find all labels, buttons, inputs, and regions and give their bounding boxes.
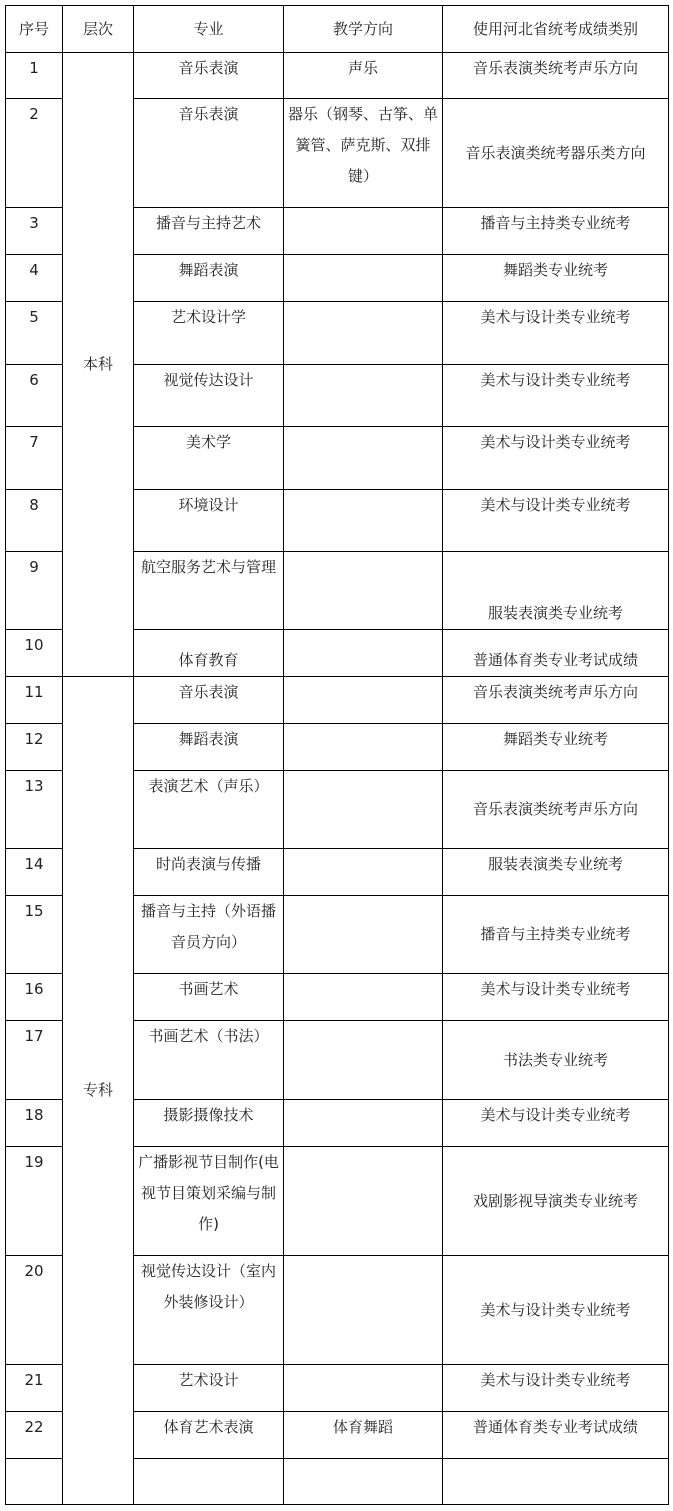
row-direction: [284, 1147, 443, 1256]
row-major: 视觉传达设计（室内外装修设计）: [134, 1256, 284, 1365]
header-major: 专业: [134, 6, 284, 53]
row-category: 美术与设计类专业统考: [443, 427, 669, 490]
header-level: 层次: [63, 6, 134, 53]
row-no: 15: [6, 896, 63, 974]
row-category: 播音与主持类专业统考: [443, 896, 669, 974]
row-no: 7: [6, 427, 63, 490]
row-direction: [284, 630, 443, 677]
row-direction: [284, 302, 443, 365]
row-category: 美术与设计类专业统考: [443, 1100, 669, 1147]
row-direction: [284, 552, 443, 630]
row-direction: 体育舞蹈: [284, 1412, 443, 1459]
row-category: 播音与主持类专业统考: [443, 208, 669, 255]
level-junior: 专科: [63, 677, 134, 1505]
header-no: 序号: [6, 6, 63, 53]
row-direction: [284, 849, 443, 896]
row-category: 音乐表演类统考声乐方向: [443, 53, 669, 99]
row-no: 5: [6, 302, 63, 365]
row-category: 服装表演类专业统考: [443, 552, 669, 630]
row-category: 美术与设计类专业统考: [443, 974, 669, 1021]
row-no: 13: [6, 771, 63, 849]
row-direction: [284, 427, 443, 490]
row-direction: [284, 1021, 443, 1100]
row-no: 18: [6, 1100, 63, 1147]
row-no: 16: [6, 974, 63, 1021]
row-major: 舞蹈表演: [134, 255, 284, 302]
row-no: 4: [6, 255, 63, 302]
row-no: 21: [6, 1365, 63, 1412]
row-category: 美术与设计类专业统考: [443, 365, 669, 427]
row-category: 普通体育类专业考试成绩: [443, 1412, 669, 1459]
row-no: 20: [6, 1256, 63, 1365]
row-major: 播音与主持艺术: [134, 208, 284, 255]
row-category: 美术与设计类专业统考: [443, 490, 669, 552]
row-no: 2: [6, 99, 63, 208]
row-major: 表演艺术（声乐）: [134, 771, 284, 849]
row-no: 6: [6, 365, 63, 427]
row-major: 航空服务艺术与管理: [134, 552, 284, 630]
row-major: 摄影摄像技术: [134, 1100, 284, 1147]
row-category: 普通体育类专业考试成绩: [443, 630, 669, 677]
row-direction: 声乐: [284, 53, 443, 99]
row-direction: [284, 1100, 443, 1147]
row-no: 10: [6, 630, 63, 677]
row-no: 9: [6, 552, 63, 630]
empty-cell: [134, 1459, 284, 1505]
row-category: 美术与设计类专业统考: [443, 1365, 669, 1412]
row-major: 播音与主持（外语播音员方向）: [134, 896, 284, 974]
row-major: 音乐表演: [134, 677, 284, 724]
row-no: 14: [6, 849, 63, 896]
row-category: 音乐表演类统考声乐方向: [443, 771, 669, 849]
table-row: [6, 53, 669, 99]
row-no: 1: [6, 53, 63, 99]
row-direction: [284, 771, 443, 849]
row-category: 舞蹈类专业统考: [443, 255, 669, 302]
row-no: 8: [6, 490, 63, 552]
row-category: 舞蹈类专业统考: [443, 724, 669, 771]
row-no: 17: [6, 1021, 63, 1100]
row-major: 体育艺术表演: [134, 1412, 284, 1459]
majors-table: [5, 5, 669, 1505]
row-direction: 器乐（钢琴、古筝、单簧管、萨克斯、双排键）: [284, 99, 443, 208]
row-direction: [284, 974, 443, 1021]
row-no: 3: [6, 208, 63, 255]
row-category: 音乐表演类统考器乐类方向: [443, 99, 669, 208]
level-undergrad: 本科: [63, 53, 134, 677]
row-category: 美术与设计类专业统考: [443, 1256, 669, 1365]
row-major: 美术学: [134, 427, 284, 490]
empty-cell: [443, 1459, 669, 1505]
row-no: 22: [6, 1412, 63, 1459]
row-category: 美术与设计类专业统考: [443, 302, 669, 365]
row-major: 书画艺术: [134, 974, 284, 1021]
row-major: 书画艺术（书法）: [134, 1021, 284, 1100]
row-major: 时尚表演与传播: [134, 849, 284, 896]
row-direction: [284, 255, 443, 302]
row-direction: [284, 896, 443, 974]
row-major: 艺术设计学: [134, 302, 284, 365]
table-row: [6, 677, 669, 724]
row-no: 19: [6, 1147, 63, 1256]
row-major: 视觉传达设计: [134, 365, 284, 427]
row-direction: [284, 208, 443, 255]
row-direction: [284, 490, 443, 552]
row-category: 音乐表演类统考声乐方向: [443, 677, 669, 724]
row-direction: [284, 677, 443, 724]
row-direction: [284, 365, 443, 427]
row-category: 戏剧影视导演类专业统考: [443, 1147, 669, 1256]
row-major: 音乐表演: [134, 99, 284, 208]
row-no: 12: [6, 724, 63, 771]
row-direction: [284, 724, 443, 771]
row-category: 服装表演类专业统考: [443, 849, 669, 896]
row-direction: [284, 1256, 443, 1365]
row-direction: [284, 1365, 443, 1412]
header-category: 使用河北省统考成绩类别: [443, 6, 669, 53]
row-major: 广播影视节目制作(电视节目策划采编与制作): [134, 1147, 284, 1256]
row-major: 舞蹈表演: [134, 724, 284, 771]
header-row: [6, 6, 669, 53]
row-major: 音乐表演: [134, 53, 284, 99]
header-direction: 教学方向: [284, 6, 443, 53]
row-major: 艺术设计: [134, 1365, 284, 1412]
row-major: 体育教育: [134, 630, 284, 677]
row-category: 书法类专业统考: [443, 1021, 669, 1100]
row-no: 11: [6, 677, 63, 724]
empty-cell: [6, 1459, 63, 1505]
empty-cell: [284, 1459, 443, 1505]
row-major: 环境设计: [134, 490, 284, 552]
